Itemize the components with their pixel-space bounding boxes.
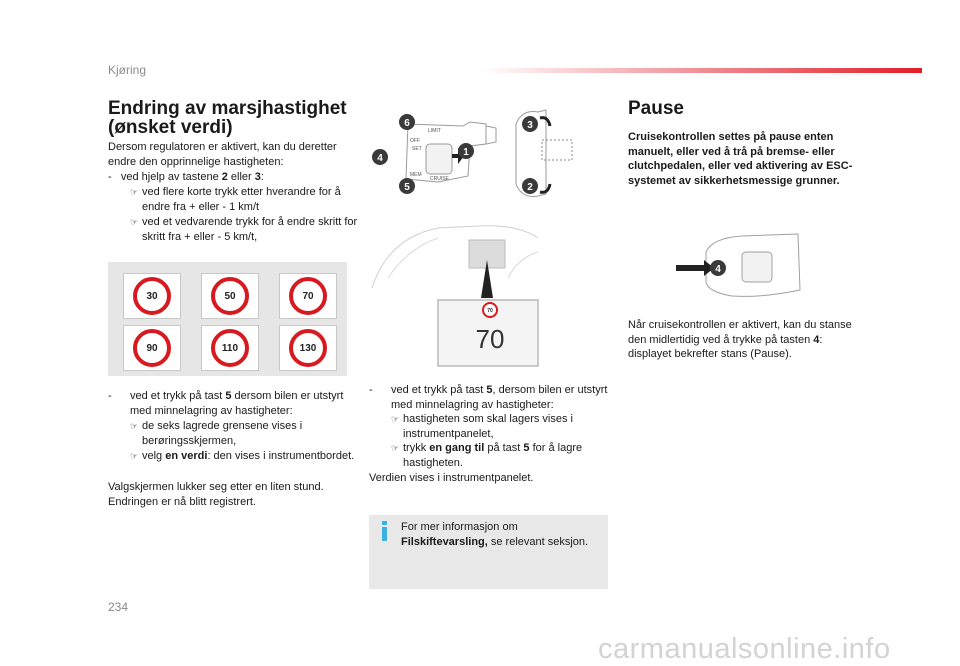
middle-item: - ved et trykk på tast 5, dersom bilen er utstyrt med minnelagring av hastigheter: <box>369 384 608 411</box>
speed-sign-card <box>279 273 337 319</box>
control-label: OFF <box>410 138 420 144</box>
cruise-wheel <box>742 252 772 282</box>
speed-sign: 90 <box>133 329 171 367</box>
control-label: CRUISE <box>430 176 449 182</box>
down-arrow-icon <box>540 184 550 192</box>
speed-sign-card <box>279 325 337 371</box>
dashboard-outline <box>508 252 538 278</box>
callout-number: 6 <box>404 118 410 129</box>
arrow-bullet-icon: ☞ <box>391 414 400 424</box>
control-label: LIMIT <box>428 128 441 134</box>
left-item2: - ved et trykk på tast 5 dersom bilen er utstyrt med minnelagring av hastigheter: <box>108 390 344 417</box>
speed-sign: 50 <box>211 277 249 315</box>
speed-sign-card <box>123 273 181 319</box>
instrument-panel-illustration <box>368 218 542 370</box>
left-closing: Valgskjermen lukker seg etter en liten stund. Endringen er nå blitt registrert. <box>108 481 324 508</box>
callout-number: 4 <box>715 264 721 275</box>
middle-closing: Verdien vises i instrumentpanelet. <box>369 472 534 484</box>
left-sub3: ☞ de seks lagrede grensene vises i berøringsskjermen, <box>130 420 303 447</box>
header-rule <box>480 68 922 73</box>
control-label: SET <box>412 146 422 152</box>
callout-number: 3 <box>527 120 533 131</box>
watermark: carmanualsonline.info <box>598 633 891 665</box>
left-title: Endring av marsjhastighet (ønsket verdi) <box>108 98 347 138</box>
dashboard-outline <box>372 226 538 288</box>
pause-bold-text: Cruisekontrollen settes på pause enten manuelt, eller ved å trå på bremse- eller clutchpedalen, eller ved aktivering av ESC-systemet av sikkerhetsmessige grunner. <box>628 131 853 187</box>
pause-title: Pause <box>628 98 684 119</box>
speed-sign: 130 <box>289 329 327 367</box>
display-speed-value: 70 <box>475 324 505 354</box>
arrow-bullet-icon: ☞ <box>130 451 139 461</box>
speed-sign-card <box>123 325 181 371</box>
lever-tip <box>486 126 496 144</box>
left-sub2: ☞ ved et vedvarende trykk for å endre skritt for skritt fra + eller - 5 km/t, <box>130 216 358 243</box>
info-text: For mer informasjon om Filskiftevarsling, se relevant seksjon. <box>401 521 589 548</box>
dashboard-outline <box>388 238 438 278</box>
speed-sign: 70 <box>289 277 327 315</box>
dash: - <box>369 384 373 396</box>
middle-sub2: ☞ trykk en gang til på tast 5 for å lagre hastigheten. <box>391 442 583 469</box>
pause-text: Når cruisekontrollen er aktivert, kan du stanse den midlertidig ved å trykke på tasten 4: displayet bekrefter stans (Pause). <box>628 319 852 361</box>
callout-number: 1 <box>463 147 469 158</box>
arrow-bullet-icon: ☞ <box>130 421 139 431</box>
arrow-bullet-icon: ☞ <box>391 443 400 453</box>
small-speed-sign-value: 70 <box>487 308 493 314</box>
section-label: Kjøring <box>108 63 147 77</box>
speed-sign-card <box>201 325 259 371</box>
left-sub4: ☞ velg en verdi: den vises i instrumentbordet. <box>130 450 355 462</box>
left-intro: Dersom regulatoren er aktivert, kan du deretter endre den opprinnelige hastigheten: <box>108 141 337 168</box>
callout-number: 2 <box>527 182 533 193</box>
left-sub1: ☞ ved flere korte trykk etter hverandre for å endre fra + eller - 1 km/t <box>130 186 341 213</box>
push-arrow-icon <box>676 260 714 276</box>
left-item1: - ved hjelp av tastene 2 eller 3: <box>108 171 264 183</box>
middle-sub1: ☞ hastigheten som skal lagers vises i instrumentpanelet, <box>391 413 573 440</box>
speed-sign-card <box>201 273 259 319</box>
arrow-bullet-icon: ☞ <box>130 217 139 227</box>
speed-sign: 30 <box>133 277 171 315</box>
dash: - <box>108 171 121 183</box>
speed-sign: 110 <box>211 329 249 367</box>
arrow-bullet-icon: ☞ <box>130 187 139 197</box>
page-number: 234 <box>108 600 129 614</box>
steering-column-controls-illustration <box>368 104 608 204</box>
up-arrow-icon <box>540 118 550 126</box>
info-icon <box>378 521 392 541</box>
dash: - <box>108 390 112 402</box>
callout-number: 5 <box>404 182 410 193</box>
cruise-wheel <box>426 144 452 174</box>
control-label: MEM <box>410 172 422 178</box>
pause-control-illustration <box>672 232 804 304</box>
speed-sign-panel <box>108 262 347 376</box>
callout-number: 4 <box>377 153 383 164</box>
